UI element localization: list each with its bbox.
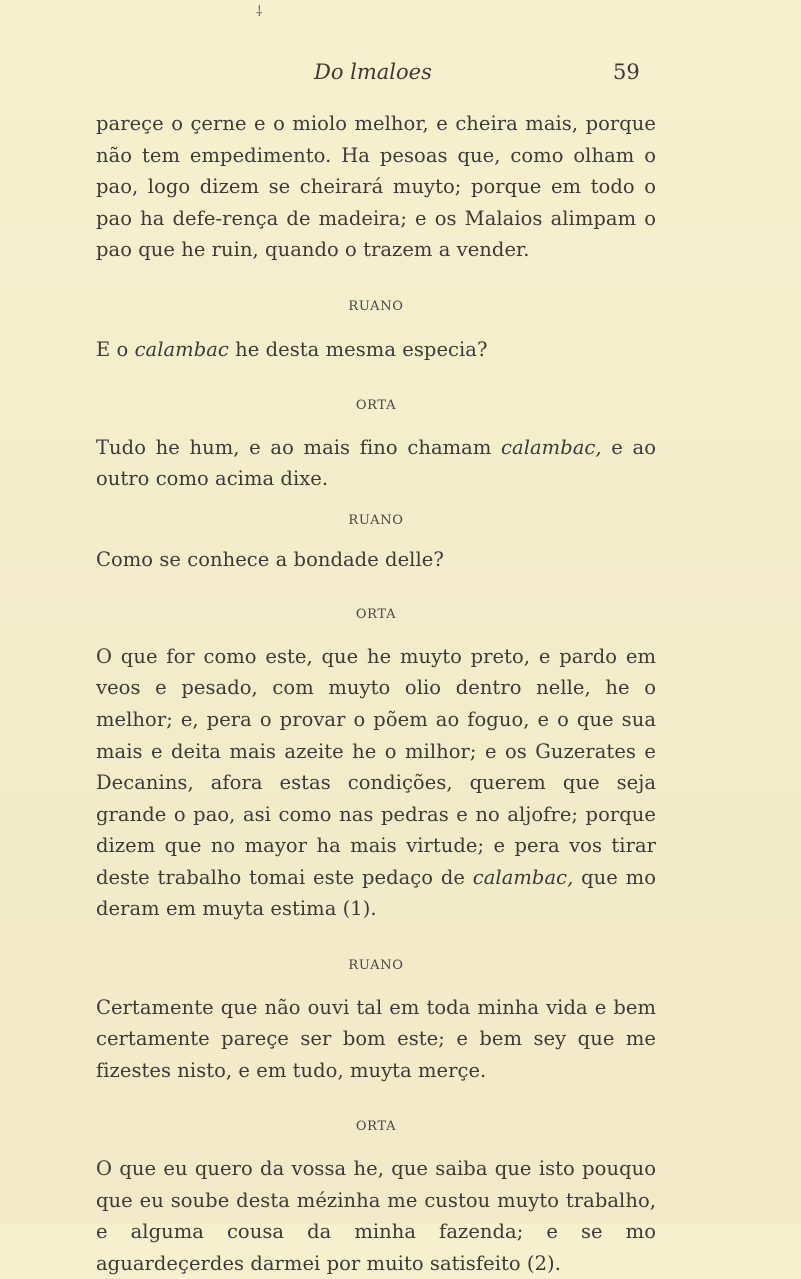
- italic-term: calambac,: [472, 865, 574, 889]
- paragraph: Como se conhece a bondade delle?: [96, 547, 444, 571]
- italic-term: calambac: [134, 337, 229, 361]
- speaker-label: RUANO: [348, 298, 404, 314]
- speaker-label: ORTA: [355, 398, 397, 414]
- running-title: Do lmaloes: [314, 60, 432, 84]
- speaker-label: RUANO: [348, 958, 404, 974]
- paragraph: [96, 432, 656, 495]
- body-text: [96, 108, 656, 1279]
- text-run: E o: [96, 337, 135, 361]
- speaker-label: RUANO: [348, 512, 404, 528]
- text-run: he desta mesma especia?: [228, 337, 488, 361]
- text-run: que mo deram em muyta estima (1).: [96, 865, 656, 921]
- paragraph: [96, 334, 656, 366]
- paragraph: pareçe o çerne e o miolo melhor, e cheira mais, porque não tem empedimento. Ha pesoas que, como olham o pao, logo dizem se cheirará muyto; porque em todo o pao ha defe-rença de madeira; e os Malaios alimpam o pao que he ruin, quando o trazem a vender.: [96, 112, 656, 262]
- paragraph: Certamente que não ouvi tal em toda minha vida e bem certamente pareçe ser bom este; e bem sey que me fizestes nisto, e em tudo, muyta merçe.: [96, 995, 656, 1082]
- paragraph: [96, 641, 656, 925]
- speaker-label: ORTA: [355, 1119, 397, 1135]
- italic-term: calambac,: [501, 435, 602, 459]
- text-run: Tudo he hum, e ao mais fino chamam: [96, 435, 502, 459]
- speaker-label: ORTA: [355, 607, 397, 623]
- printer-mark: ⸸: [256, 4, 263, 20]
- paragraph: O que eu quero da vossa he, que saiba que isto pouquo que eu soube desta mézinha me custou muyto trabalho, e alguma cousa da minha fazenda; e se mo aguardeçerdes darmei por muito satisfeito (2).: [96, 1157, 656, 1275]
- text-run: e ao outro como acima dixe.: [96, 435, 656, 491]
- page-number: 59: [613, 60, 640, 84]
- text-run: O que for como este, que he muyto preto, e pardo em veos e pesado, com muyto olio dentro nelle, he o melhor; e, pera o provar o põem ao foguo, e o que sua mais e deita mais azeite he o milhor; e os Guzerates e Decanins, afora estas condições, querem que seja grande o pao, asi como nas pedras e no aljofre; porque dizem que no mayor ha mais virtude; e pera vos tirar deste trabalho tomai este pedaço de: [96, 644, 656, 889]
